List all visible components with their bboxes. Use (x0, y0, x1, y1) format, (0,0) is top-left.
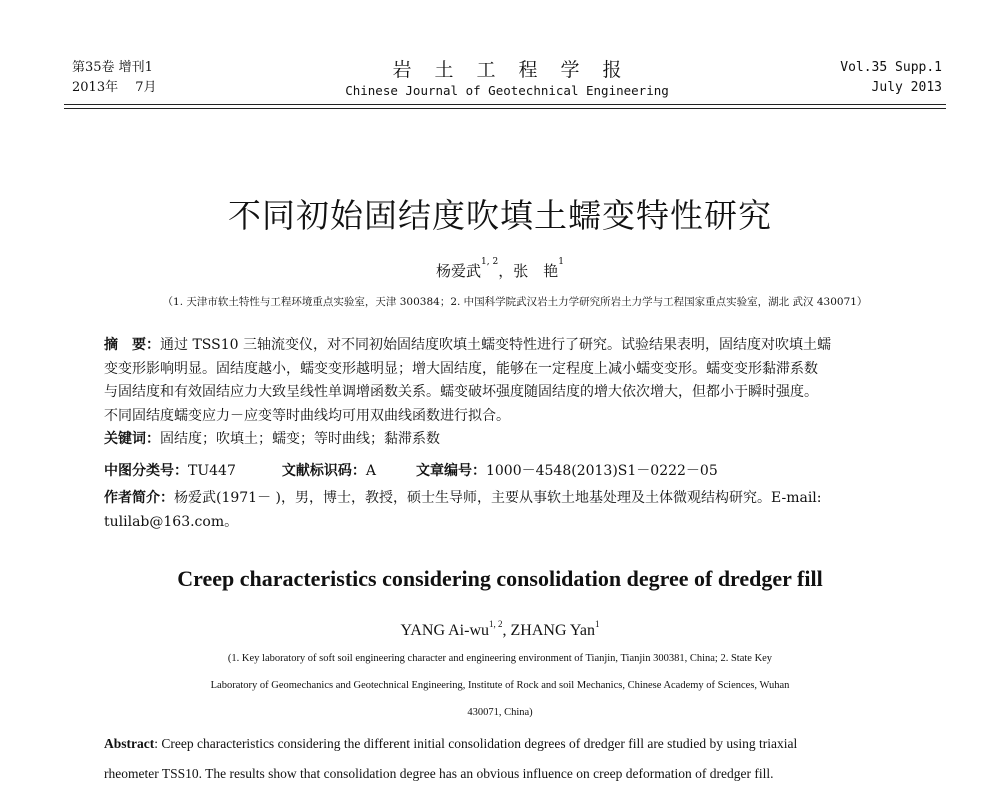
date-en: July 2013 (871, 80, 942, 95)
authors-cn (0, 257, 1000, 281)
clc-label: 中图分类号： (104, 463, 188, 479)
journal-name-cn: 岩土工程学报 (392, 59, 645, 81)
volume-issue-en: Vol.35 Supp.1 (840, 60, 942, 75)
abstract-cn-label: 摘 要： (104, 337, 160, 353)
date-cn: 2013年 7月 (72, 80, 157, 95)
author-bio-email: tulilab@163.com。 (104, 513, 239, 530)
abstract-cn-text: 通过 TSS10 三轴流变仪，对不同初始固结度吹填土蠕变特性进行了研究。试验结果表明，固结度对吹填土蠕 (160, 337, 831, 353)
abstract-en-line (104, 729, 916, 759)
author-1-affil-en: 1, 2 (489, 619, 503, 629)
author-1-affil: 1, 2 (481, 257, 499, 267)
abstract-en-line: rheometer TSS10. The results show that consolidation degree has an obvious influence on creep deformation of dredger fill. (104, 766, 774, 781)
abstract-en-label: Abstract (104, 736, 155, 751)
doc-code-label: 文献标识码： (281, 463, 366, 479)
abstract-en (104, 729, 916, 789)
keywords-cn-text: 固结度；吹填土；蠕变；等时曲线；黏滞系数 (160, 431, 440, 447)
classification-line (104, 460, 924, 480)
affiliation-cn: （1. 天津市软土特性与工程环境重点实验室，天津 300384；2. 中国科学院武汉岩土力学研究所岩土力学与工程国家重点实验室，湖北 武汉 430071） (162, 296, 868, 308)
header-center (72, 58, 942, 100)
author-bio-line (104, 487, 924, 511)
author-bio-label: 作者简介： (104, 490, 174, 506)
journal-name-en: Chinese Journal of Geotechnical Engineering (345, 83, 669, 98)
journal-header (72, 58, 942, 102)
abstract-cn-line: 与固结度和有效固结应力大致呈线性单调增函数关系。蠕变破坏强度随固结度的增大依次增大，但都小于瞬时强度。 (104, 384, 818, 400)
header-rule-thick (64, 104, 946, 105)
paper-title-cn: 不同初始固结度吹填土蠕变特性研究 (228, 196, 772, 235)
author-2-affil: 1 (558, 257, 564, 267)
keywords-cn (104, 428, 914, 452)
abstract-en-text: : Creep characteristics considering the different initial consolidation degrees of dredger fill are studied by using triaxial (154, 736, 798, 751)
clc-value: TU447 (188, 463, 236, 479)
affiliation-en-line: 430071, China) (467, 707, 533, 718)
author-bio-text: 杨爱武(1971－ )，男，博士，教授，硕士生导师，主要从事软土地基处理及土体微观结构研究。E-mail: (174, 490, 822, 506)
abstract-cn-line: 变变形影响明显。固结度越小，蠕变变形越明显；增大固结度，能够在一定程度上减小蠕变变形。蠕变变形黏滞系数 (104, 360, 818, 377)
authors-en (0, 619, 1000, 640)
volume-issue-cn: 第35卷 增刊1 (72, 60, 153, 75)
keywords-cn-label: 关键词： (104, 431, 160, 447)
affiliation-en-line: (1. Key laboratory of soft soil engineering character and engineering environment of Tianjin, Tianjin 300381, China; 2. State Key (227, 653, 773, 664)
author-2-affil-en: 1 (594, 619, 600, 629)
paper-title-en: Creep characteristics considering consolidation degree of dredger fill (177, 566, 823, 591)
article-no-value: 1000－4548(2013)S1－0222－05 (485, 463, 718, 479)
article-no-label: 文章编号： (415, 463, 486, 479)
abstract-cn (104, 334, 914, 452)
header-right (840, 58, 942, 98)
author-1-name-en: YANG Ai-wu (400, 622, 489, 639)
author-separator-en: , (502, 622, 511, 639)
doc-code-value: A (365, 463, 376, 479)
author-separator: ， (498, 262, 514, 280)
author-bio (104, 487, 924, 534)
author-2-name-en: ZHANG Yan (510, 622, 595, 639)
abstract-cn-line: 不同固结度蠕变应力－应变等时曲线均可用双曲线函数进行拟合。 (104, 407, 510, 424)
affiliation-en-line: Laboratory of Geomechanics and Geotechnical Engineering, Institute of Rock and soil Mechanics, Chinese Academy of Sciences, Wuhan (210, 680, 790, 691)
author-2-name: 张 艳 (513, 262, 559, 280)
header-rule-thin (64, 108, 946, 109)
author-1-name: 杨爱武 (436, 262, 482, 280)
abstract-cn-line (104, 334, 914, 358)
